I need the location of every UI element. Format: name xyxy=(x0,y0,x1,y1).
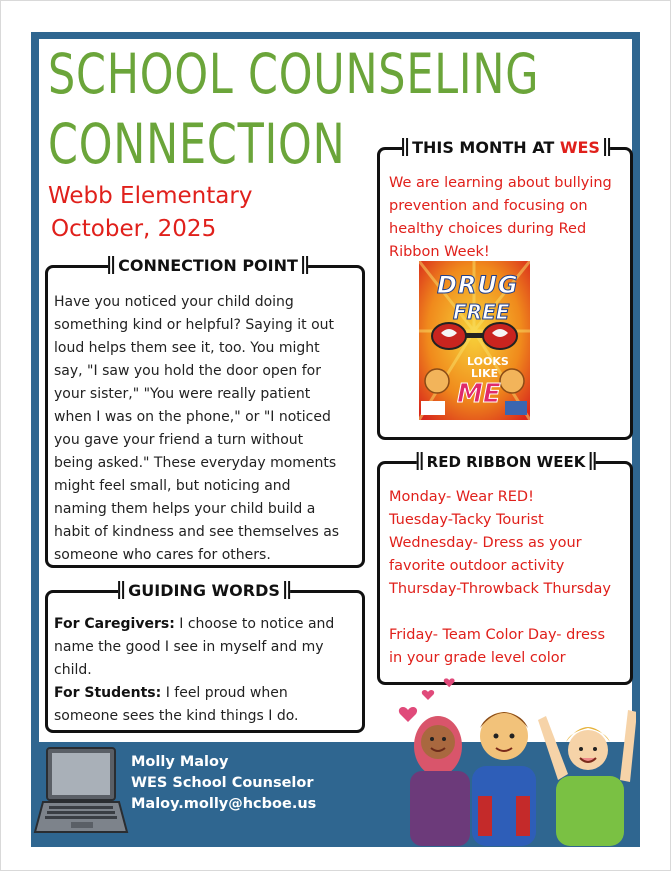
connection-point-box xyxy=(45,256,365,568)
red-ribbon-week-heading-text: RED RIBBON WEEK xyxy=(426,453,586,471)
this-month-heading-highlight: WES xyxy=(559,138,600,157)
heart-icon xyxy=(399,678,455,722)
text-line: Friday- Team Color Day- dress xyxy=(389,627,606,643)
red-ribbon-week-text xyxy=(389,486,631,670)
text-line: Ribbon Week! xyxy=(389,244,490,260)
students-text: I feel proud when xyxy=(161,685,288,701)
guiding-words-heading xyxy=(118,580,290,602)
red-ribbon-week-box xyxy=(377,453,633,685)
newsletter-title-line1: SCHOOL COUNSELING xyxy=(48,42,540,106)
text-line: healthy choices during Red xyxy=(389,221,587,237)
counselor-name: Molly Maloy xyxy=(131,754,229,770)
this-month-text xyxy=(389,172,629,264)
text-line: Thursday-Throwback Thursday xyxy=(389,581,611,597)
kids-illustration xyxy=(396,676,636,846)
caregivers-label: For Caregivers: xyxy=(54,616,175,632)
text-line xyxy=(389,601,631,624)
text-line: favorite outdoor activity xyxy=(389,558,565,574)
poster-title-2: FREE xyxy=(453,300,510,324)
text-line: child. xyxy=(54,662,92,678)
text-line: in your grade level color xyxy=(389,650,566,666)
text-line: We are learning about bullying xyxy=(389,175,612,191)
text-line: you gave your friend a turn without xyxy=(54,432,304,448)
text-line: Have you noticed your child doing xyxy=(54,294,294,310)
drug-free-poster xyxy=(419,261,530,420)
guiding-words-heading-text: GUIDING WORDS xyxy=(128,581,280,600)
poster-title-5: ME xyxy=(457,379,501,409)
text-line: something kind or helpful? Saying it out xyxy=(54,317,334,333)
text-line: when I was on the phone," or "I noticed xyxy=(54,409,331,425)
text-line: Monday- Wear RED! xyxy=(389,489,534,505)
counselor-role: WES School Counselor xyxy=(131,775,314,791)
caregivers-text: I choose to notice and xyxy=(174,616,335,632)
text-line: prevention and focusing on xyxy=(389,198,588,214)
text-line: someone sees the kind things I do. xyxy=(54,708,299,724)
this-month-heading xyxy=(402,137,610,159)
text-line: say, "I saw you hold the door open for xyxy=(54,363,321,379)
text-line: habit of kindness and see themselves as xyxy=(54,524,340,540)
connection-point-heading-text: CONNECTION POINT xyxy=(118,256,298,275)
school-name: Webb Elementary xyxy=(48,183,253,209)
issue-date: October, 2025 xyxy=(51,216,217,242)
poster-title-3: LOOKS xyxy=(467,355,509,368)
laptop-icon xyxy=(33,746,129,838)
text-line: your sister," "You were really patient xyxy=(54,386,311,402)
text-line: someone who cares for others. xyxy=(54,547,271,563)
counselor-email[interactable]: Maloy.molly@hcboe.us xyxy=(131,796,317,812)
text-line xyxy=(54,682,360,705)
this-month-heading-text: THIS MONTH AT xyxy=(412,138,560,157)
text-line: naming them helps your child build a xyxy=(54,501,316,517)
connection-point-text xyxy=(54,291,360,567)
text-line xyxy=(54,613,360,636)
poster-title-4: LIKE xyxy=(471,367,499,380)
red-ribbon-week-heading xyxy=(417,451,596,473)
poster-title-1: DRUG xyxy=(437,271,519,299)
students-label: For Students: xyxy=(54,685,162,701)
connection-point-heading xyxy=(108,255,308,277)
guiding-words-text xyxy=(54,613,360,728)
text-line: might feel small, but noticing and xyxy=(54,478,291,494)
text-line: Tuesday-Tacky Tourist xyxy=(389,512,544,528)
guiding-words-box xyxy=(45,581,365,733)
text-line: loud helps them see it, too. You might xyxy=(54,340,320,356)
text-line: name the good I see in myself and my xyxy=(54,639,324,655)
text-line: being asked." These everyday moments xyxy=(54,455,337,471)
text-line: Wednesday- Dress as your xyxy=(389,535,582,551)
newsletter-title-line2: CONNECTION xyxy=(48,112,346,176)
